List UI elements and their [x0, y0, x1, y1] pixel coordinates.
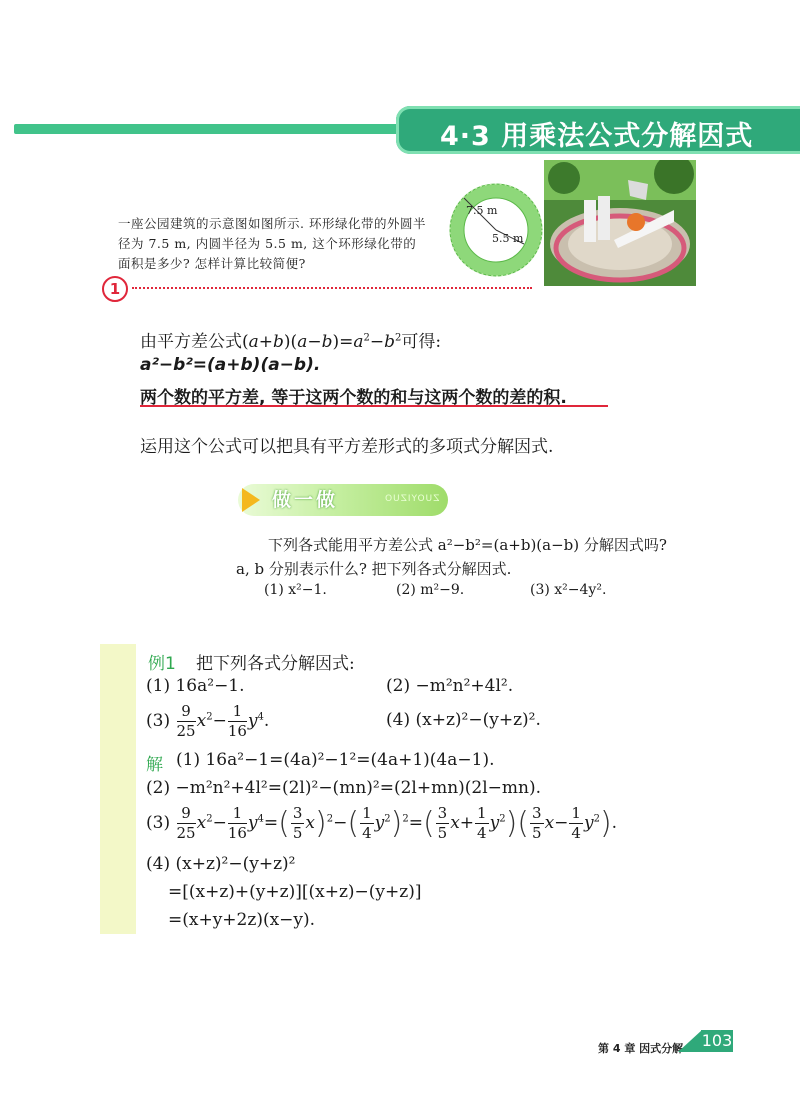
practice-item-2: (2) m²−9.: [396, 582, 465, 598]
inner-radius-label: 5.5 m: [492, 232, 524, 245]
chapter-footer: 第 4 章 因式分解: [598, 1042, 684, 1055]
section-marker: 1: [102, 276, 128, 302]
formula-lead: 由平方差公式$(a+b)(a-b)=a^2-b^2$可得:: [140, 332, 442, 352]
example-side-panel: [100, 644, 136, 934]
solution-1: (1) 16a²−1=(4a)²−1²=(4a+1)(4a−1).: [176, 750, 495, 770]
page-number: 103: [701, 1031, 733, 1050]
problem-3: (3) $\frac{9}{25}$ $x^2-$ $\frac{1}{16}$ $y^4$.: [146, 702, 270, 740]
example-label: 例1: [148, 654, 176, 674]
outer-radius-label: 7.5 m: [466, 204, 498, 217]
practice-label: 做一做: [272, 489, 339, 511]
solution-4-line-1: (4) (x+z)²−(y+z)²: [146, 854, 296, 874]
practice-label-sub: ZUOYIZUO: [384, 494, 440, 504]
solution-4-line-2: =[(x+z)+(y+z)][(x+z)−(y+z)]: [168, 882, 422, 902]
practice-question-1: 下列各式能用平方差公式 a²−b²=(a+b)(a−b) 分解因式吗?: [268, 536, 667, 554]
practice-question-2: a, b 分别表示什么? 把下列各式分解因式.: [236, 560, 512, 578]
intro-paragraph: 一座公园建筑的示意图如图所示. 环形绿化带的外圆半径为 7.5 m, 内圆半径为 5.5 m, 这个环形绿化带的面积是多少? 怎样计算比较简便?: [118, 216, 426, 271]
solution-2: (2) −m²n²+4l²=(2l)²−(mn)²=(2l+mn)(2l−mn).: [146, 778, 542, 798]
section-title: 4·3 用乘法公式分解因式: [440, 121, 754, 152]
example-prompt: 把下列各式分解因式:: [196, 654, 355, 674]
rule-underline: [140, 405, 608, 407]
practice-item-3: (3) x²−4y².: [530, 582, 607, 598]
problem-4: (4) (x+z)²−(y+z)².: [386, 710, 541, 730]
play-arrow-icon: [242, 488, 260, 512]
difference-of-squares-formula: a²−b²=(a+b)(a−b).: [140, 355, 321, 375]
problem-1: (1) 16a²−1.: [146, 676, 245, 696]
formula-rule: 两个数的平方差, 等于这两个数的和与这两个数的差的积.: [140, 388, 567, 408]
solution-4-line-3: =(x+y+2z)(x−y).: [168, 910, 316, 930]
solution-3: (3) $\frac{9}{25}$ $x^2-$ $\frac{1}{16}$ $y^4=$( $\frac{3}{5}$ x)$^2$−( $\frac{1}{4}$ $y^2)^2=$( $\frac{3}{5}$ x+ $\frac{1}{4}$ $y^2$)( $\frac{3}{5}$ x− $\frac{1}{4}$ $y^2$).: [146, 804, 618, 842]
usage-text: 运用这个公式可以把具有平方差形式的多项式分解因式.: [140, 437, 554, 457]
solution-label: 解: [146, 755, 163, 775]
ring-diagram: [446, 180, 546, 280]
dotted-divider: [132, 287, 532, 289]
header-rule: [14, 124, 406, 134]
page-tab-corner: [678, 1030, 702, 1052]
problem-2: (2) −m²n²+4l².: [386, 676, 514, 696]
park-sundial-photo: [544, 160, 696, 286]
practice-item-1: (1) x²−1.: [264, 582, 327, 598]
